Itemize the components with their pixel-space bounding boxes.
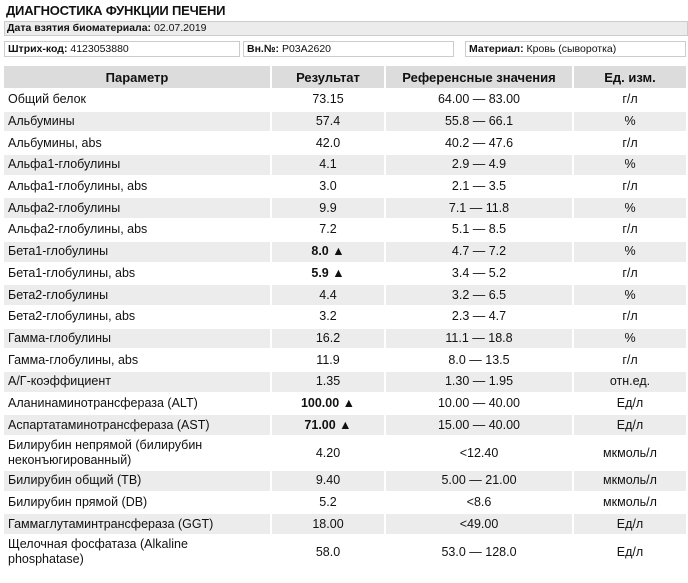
reference-cell: 40.2 — 47.6	[444, 135, 514, 150]
parameter-cell: Гамма-глобулины, abs	[8, 352, 139, 367]
unit-cell: г/л	[622, 265, 638, 280]
result-cell: 1.35	[272, 372, 384, 392]
parameter-cell: Гаммаглутаминтрансфераза (GGT)	[4, 514, 270, 534]
result-cell: 58.0	[315, 544, 341, 559]
unit-cell: Ед/л	[616, 395, 644, 410]
header-parameter: Параметр	[4, 66, 270, 88]
reference-cell: 7.1 — 11.8	[386, 198, 572, 218]
result-cell: 4.1	[272, 155, 384, 175]
unit-cell: г/л	[622, 179, 638, 194]
barcode-value: 4123053880	[70, 43, 129, 55]
table-row	[4, 471, 686, 491]
results-table	[2, 64, 688, 570]
result-cell: 5.2	[319, 495, 337, 510]
reference-cell: 2.1 — 3.5	[451, 179, 507, 194]
unit-cell: г/л	[622, 352, 638, 367]
table-row	[4, 329, 686, 349]
internal-number-field	[243, 41, 454, 57]
internal-number-label: Вн.№:	[247, 43, 280, 55]
parameter-cell: Билирубин непрямой (билирубин неконъюгированный)	[8, 438, 203, 467]
parameter-cell: Бета1-глобулины, abs	[8, 265, 136, 280]
parameter-cell: Альбумины	[4, 112, 270, 132]
reference-cell: 10.00 — 40.00	[437, 395, 520, 410]
table-row	[4, 155, 686, 175]
unit-cell: %	[574, 329, 686, 349]
result-cell: 5.9 ▲	[311, 265, 345, 280]
result-cell: 18.00	[272, 514, 384, 534]
reference-cell: 3.2 — 6.5	[386, 285, 572, 305]
reference-cell: <49.00	[386, 514, 572, 534]
table-row	[4, 177, 686, 197]
table-header	[4, 66, 686, 88]
result-cell: 9.9	[272, 198, 384, 218]
table-row	[4, 220, 686, 240]
unit-cell: г/л	[622, 222, 638, 237]
parameter-cell: Альфа2-глобулины	[4, 198, 270, 218]
result-cell: 71.00 ▲	[272, 415, 384, 435]
barcode-field	[4, 41, 240, 57]
result-cell: 3.2	[319, 309, 337, 324]
reference-cell: 55.8 — 66.1	[386, 112, 572, 132]
unit-cell: Ед/л	[616, 544, 644, 559]
result-cell: 57.4	[272, 112, 384, 132]
table-row	[4, 394, 686, 414]
unit-cell: %	[574, 242, 686, 262]
parameter-cell: Щелочная фосфатаза (Alkaline phosphatase)	[8, 537, 188, 567]
material-label: Материал:	[469, 43, 524, 55]
unit-cell: мкмоль/л	[603, 445, 657, 460]
unit-cell: Ед/л	[574, 415, 686, 435]
material-value: Кровь (сыворотка)	[526, 43, 617, 55]
result-cell: 3.0	[319, 179, 337, 194]
parameter-cell: Альбумины, abs	[8, 135, 102, 150]
reference-cell: <8.6	[466, 495, 492, 510]
reference-cell: 3.4 — 5.2	[451, 265, 507, 280]
reference-cell: 2.3 — 4.7	[451, 309, 507, 324]
internal-number-value: P03A2620	[281, 43, 332, 55]
result-cell: 11.9	[316, 352, 340, 367]
reference-cell: 53.0 — 128.0	[441, 544, 517, 559]
reference-cell: 1.30 — 1.95	[386, 372, 572, 392]
reference-cell: 15.00 — 40.00	[386, 415, 572, 435]
result-cell: 4.20	[315, 445, 341, 460]
parameter-cell: Бета1-глобулины	[4, 242, 270, 262]
result-cell: 9.40	[272, 471, 384, 491]
unit-cell: мкмоль/л	[574, 471, 686, 491]
reference-cell: 5.00 — 21.00	[386, 471, 572, 491]
table-row	[4, 112, 686, 132]
table-row	[4, 307, 686, 327]
sample-date-label: Дата взятия биоматериала:	[7, 22, 152, 34]
table-row	[4, 415, 686, 435]
parameter-cell: Альфа2-глобулины, abs	[8, 222, 148, 237]
unit-cell: отн.ед.	[574, 372, 686, 392]
table-row	[4, 133, 686, 153]
reference-cell: 4.7 — 7.2	[386, 242, 572, 262]
unit-cell: г/л	[622, 309, 638, 324]
table-row	[4, 350, 686, 370]
parameter-cell: Аспартатаминотрансфераза (AST)	[4, 415, 270, 435]
sample-date	[4, 21, 688, 36]
parameter-cell: Общий белок	[8, 92, 87, 107]
parameter-cell: Бета2-глобулины	[4, 285, 270, 305]
reference-cell: 5.1 — 8.5	[451, 222, 507, 237]
result-cell: 42.0	[315, 135, 341, 150]
result-cell: 73.15	[312, 92, 344, 107]
header-unit: Ед. изм.	[574, 66, 686, 88]
unit-cell: г/л	[622, 135, 638, 150]
parameter-cell: Билирубин прямой (DB)	[8, 495, 148, 510]
page-title: ДИАГНОСТИКА ФУНКЦИИ ПЕЧЕНИ	[6, 3, 226, 18]
result-cell: 8.0 ▲	[272, 242, 384, 262]
result-cell: 7.2	[319, 222, 337, 237]
unit-cell: %	[574, 285, 686, 305]
table-row	[4, 264, 686, 284]
parameter-cell: Альфа1-глобулины, abs	[8, 179, 148, 194]
parameter-cell: Аланинаминотрансфераза (ALT)	[8, 395, 198, 410]
parameter-cell: Билирубин общий (ТВ)	[4, 471, 270, 491]
unit-cell: %	[574, 155, 686, 175]
reference-cell: 11.1 — 18.8	[386, 329, 572, 349]
reference-cell: 64.00 — 83.00	[437, 92, 520, 107]
result-cell: 4.4	[272, 285, 384, 305]
unit-cell: г/л	[622, 92, 638, 107]
parameter-cell: А/Г-коэффициент	[4, 372, 270, 392]
unit-cell: мкмоль/л	[603, 495, 657, 510]
table-row	[4, 198, 686, 218]
table-row	[4, 437, 686, 469]
parameter-cell: Бета2-глобулины, abs	[8, 309, 136, 324]
barcode-label: Штрих-код:	[8, 43, 68, 55]
unit-cell: %	[574, 198, 686, 218]
table-row	[4, 493, 686, 513]
table-row	[4, 372, 686, 392]
table-row	[4, 242, 686, 262]
header-result: Результат	[272, 66, 384, 88]
reference-cell: 8.0 — 13.5	[448, 352, 510, 367]
unit-cell: %	[574, 112, 686, 132]
parameter-cell: Альфа1-глобулины	[4, 155, 270, 175]
header-reference: Референсные значения	[386, 66, 572, 88]
sample-date-value: 02.07.2019	[153, 22, 207, 34]
reference-cell: <12.40	[459, 445, 499, 460]
table-row	[4, 285, 686, 305]
result-cell: 100.00 ▲	[300, 395, 356, 410]
unit-cell: Ед/л	[574, 514, 686, 534]
result-cell: 16.2	[272, 329, 384, 349]
table-row	[4, 514, 686, 534]
table-row	[4, 90, 686, 110]
material-field	[465, 41, 686, 57]
table-row	[4, 536, 686, 568]
parameter-cell: Гамма-глобулины	[4, 329, 270, 349]
reference-cell: 2.9 — 4.9	[386, 155, 572, 175]
